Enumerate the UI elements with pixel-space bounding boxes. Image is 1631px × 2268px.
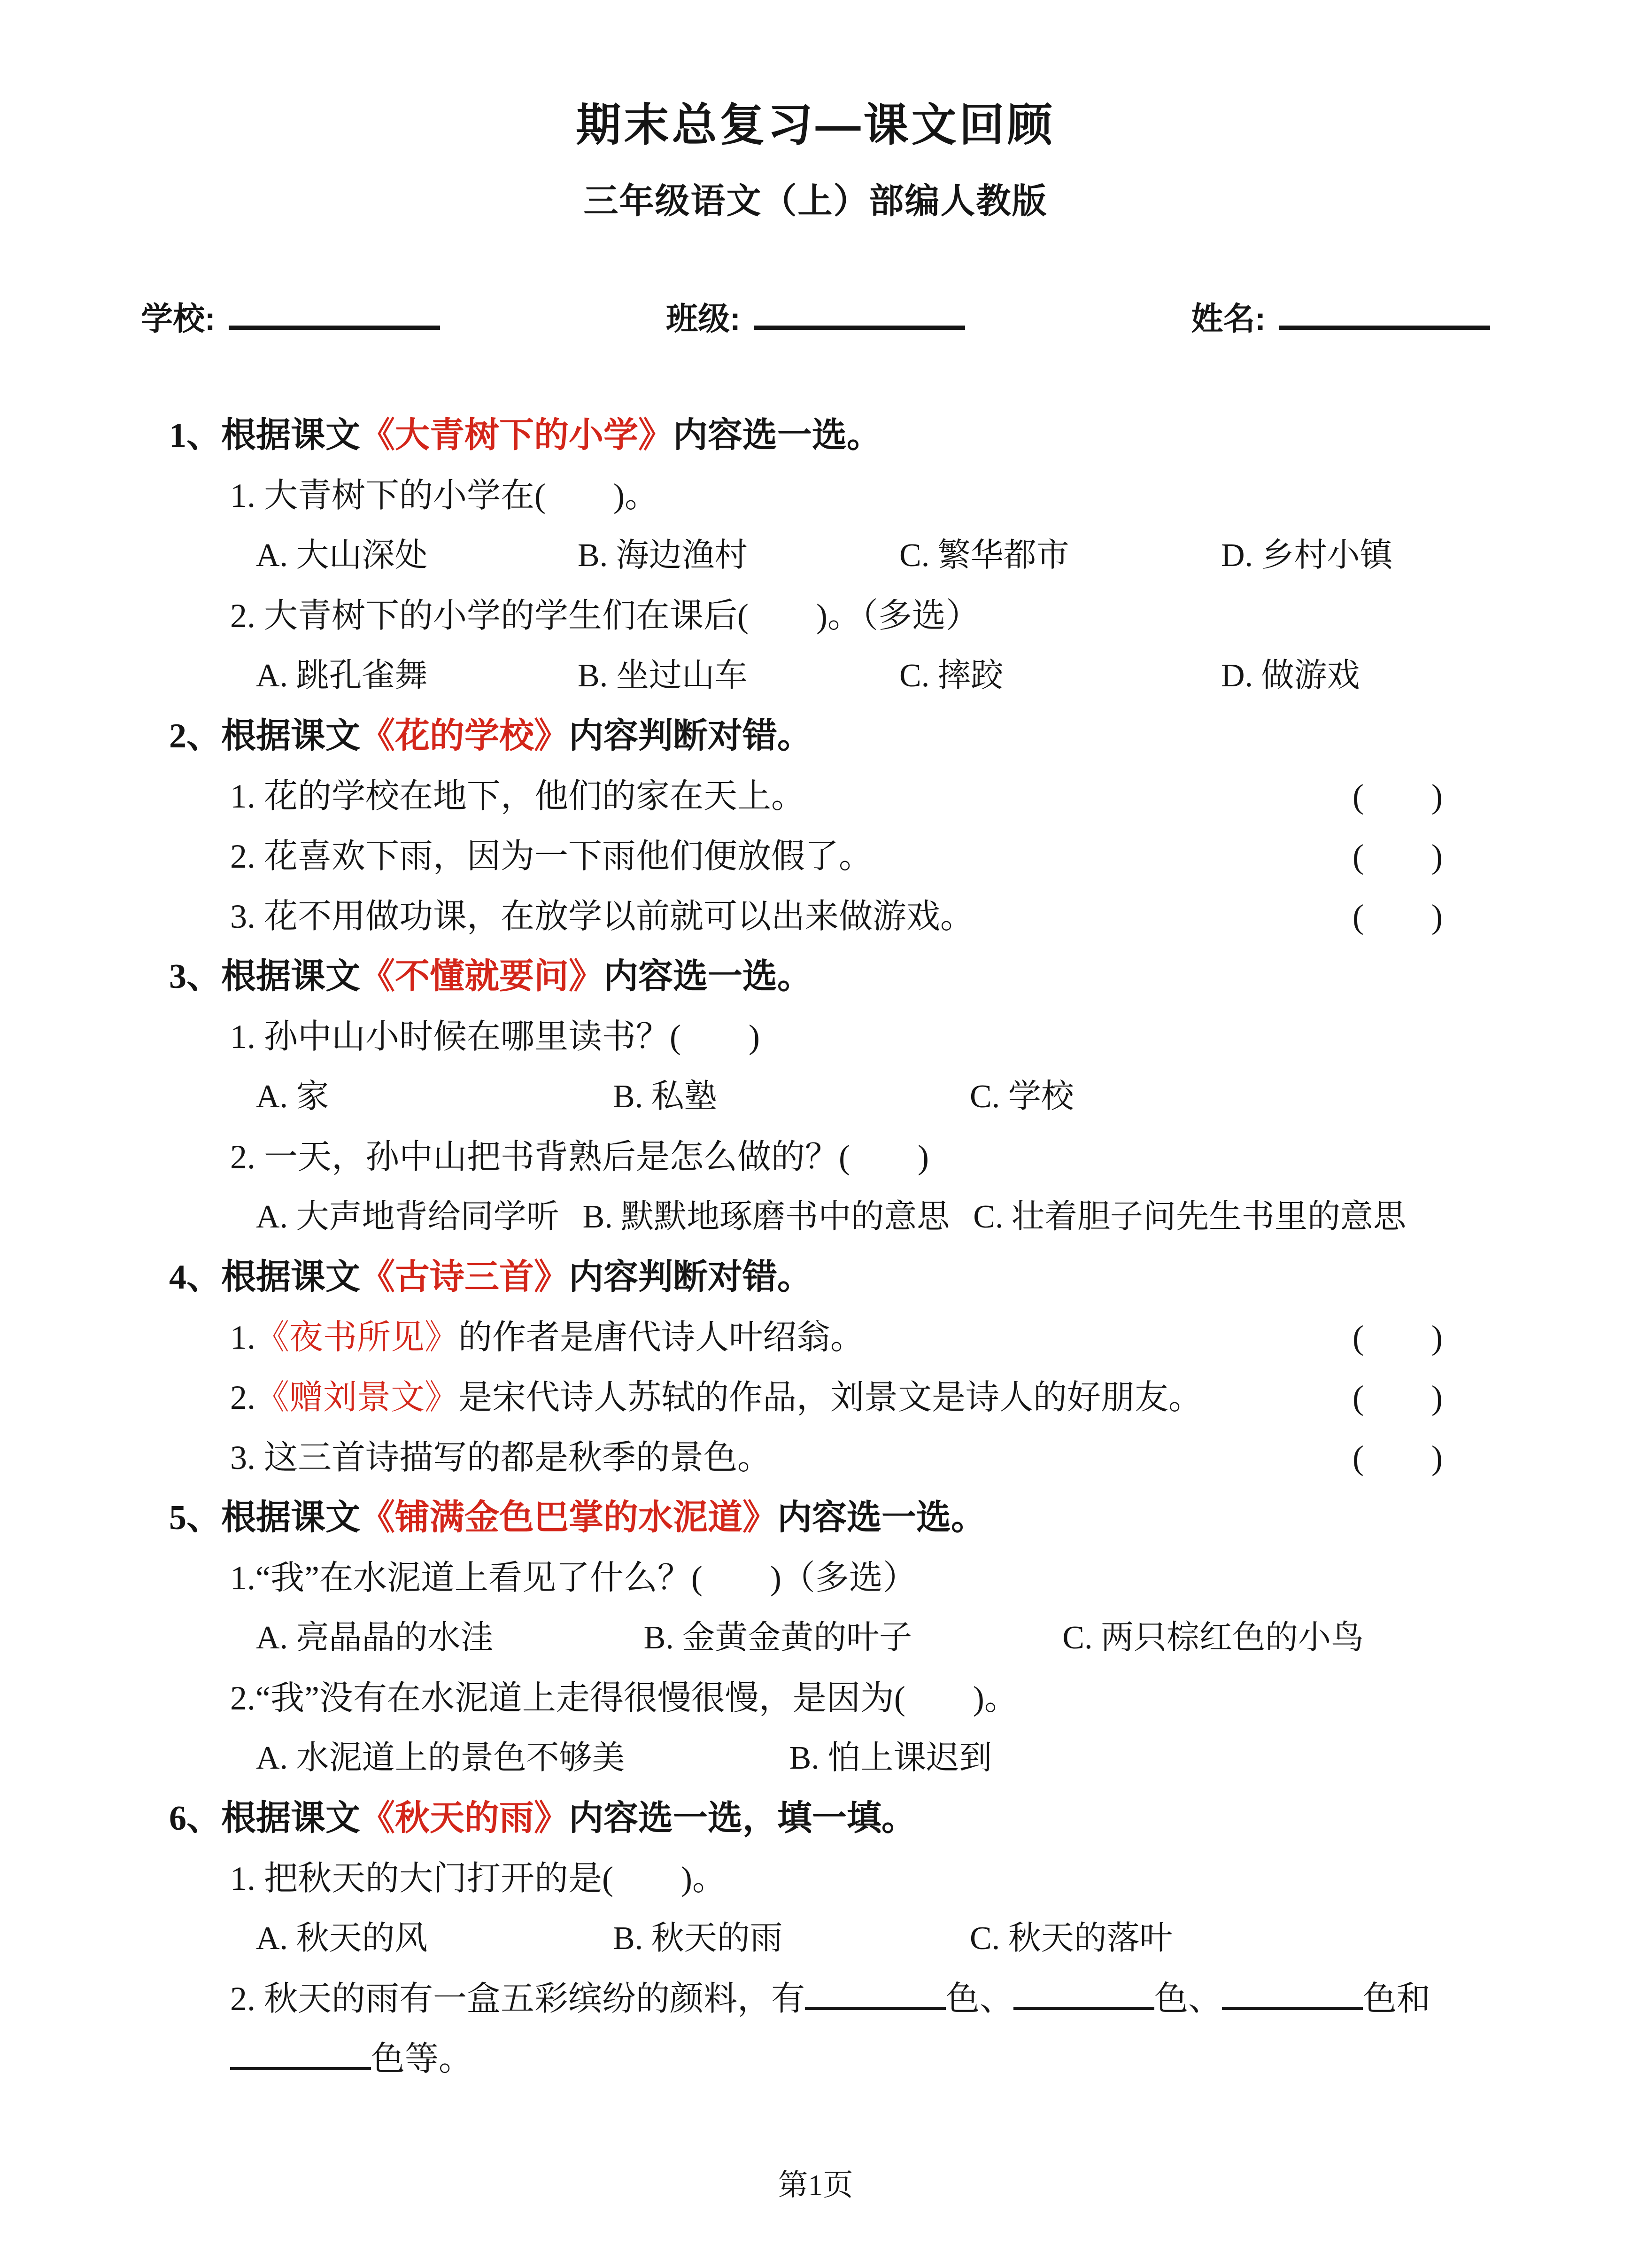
name-label: 姓名: bbox=[1191, 301, 1266, 337]
question-2-item-1 bbox=[230, 773, 1603, 820]
options-row bbox=[256, 1615, 1603, 1662]
question-text: 内容选一选。 bbox=[673, 416, 881, 455]
question-text: 2、 bbox=[169, 717, 221, 755]
question-text: 5、 bbox=[169, 1499, 221, 1537]
lesson-title-text: 《花的学校》 bbox=[360, 717, 569, 755]
question-text: 内容判断对错。 bbox=[569, 717, 812, 755]
answer-parens[interactable]: ( ) bbox=[1353, 838, 1443, 875]
option: C. 壮着胆子问先生书里的意思 bbox=[973, 1199, 1406, 1235]
option: B. 私塾 bbox=[613, 1079, 717, 1115]
question-3-item-1 bbox=[230, 1013, 1603, 1060]
class-label: 班级: bbox=[666, 301, 741, 337]
question-text: 3. 花不用做功课，在放学以前就可以出来做游戏。 bbox=[230, 898, 974, 935]
question-1-item-2 bbox=[230, 592, 1603, 639]
answer-parens[interactable]: ( ) bbox=[1353, 1319, 1443, 1356]
question-text: 的作者是唐代诗人叶绍翁。 bbox=[458, 1319, 865, 1356]
question-3-header bbox=[169, 953, 1584, 1000]
fill-blank[interactable] bbox=[1013, 1978, 1154, 2010]
options-row bbox=[256, 532, 1603, 579]
question-text: 2. 花喜欢下雨，因为一下雨他们便放假了。 bbox=[230, 838, 873, 875]
question-text: 根据课文 bbox=[221, 1258, 360, 1297]
question-text: 1. 花的学校在地下，他们的家在天上。 bbox=[230, 777, 805, 815]
option: B. 坐过山车 bbox=[578, 658, 748, 694]
question-text: 2. 秋天的雨有一盒五彩缤纷的颜料，有 bbox=[230, 1980, 805, 2018]
options-row bbox=[256, 1194, 1603, 1241]
question-5 bbox=[0, 1494, 1631, 1782]
question-text: 1、 bbox=[169, 416, 221, 455]
question-6-header bbox=[169, 1795, 1584, 1842]
question-text: 2. 大青树下的小学的学生们在课后( )。（多选） bbox=[230, 597, 980, 635]
question-text: 1.“我”在水泥道上看见了什么？( )（多选） bbox=[230, 1559, 917, 1597]
school-blank[interactable] bbox=[229, 319, 440, 330]
option: A. 秋天的风 bbox=[256, 1920, 428, 1957]
question-text: 1. 把秋天的大门打开的是( )。 bbox=[230, 1860, 726, 1897]
lesson-title-text: 《赠刘景文》 bbox=[255, 1379, 459, 1416]
fill-blank[interactable] bbox=[1222, 1978, 1363, 2010]
question-1 bbox=[0, 412, 1631, 699]
option: B. 怕上课迟到 bbox=[789, 1740, 992, 1776]
option: B. 海边渔村 bbox=[578, 537, 748, 574]
question-text: 内容判断对错。 bbox=[569, 1258, 812, 1297]
lesson-title-text: 《铺满金色巴掌的水泥道》 bbox=[360, 1499, 777, 1537]
question-4 bbox=[0, 1254, 1631, 1481]
question-2 bbox=[0, 713, 1631, 940]
question-text: 根据课文 bbox=[221, 717, 360, 755]
options-row bbox=[256, 652, 1603, 699]
option: D. 乡村小镇 bbox=[1221, 537, 1393, 574]
question-text: 6、 bbox=[169, 1799, 221, 1838]
lesson-title-text: 《古诗三首》 bbox=[360, 1258, 569, 1297]
question-4-item-3 bbox=[230, 1434, 1603, 1481]
option: C. 两只棕红色的小鸟 bbox=[1062, 1620, 1364, 1656]
question-1-item-1 bbox=[230, 472, 1603, 519]
fill-blank[interactable] bbox=[805, 1978, 946, 2010]
question-4-item-1 bbox=[230, 1314, 1603, 1361]
question-text: 是宋代诗人苏轼的作品，刘景文是诗人的好朋友。 bbox=[458, 1379, 1203, 1416]
class-field bbox=[666, 294, 965, 339]
class-blank[interactable] bbox=[754, 319, 965, 330]
option: C. 繁华都市 bbox=[899, 537, 1069, 574]
name-field bbox=[1191, 294, 1490, 339]
question-4-item-2 bbox=[230, 1374, 1603, 1421]
question-text: 2.“我”没有在水泥道上走得很慢很慢，是因为( )。 bbox=[230, 1679, 1018, 1717]
school-field bbox=[141, 294, 440, 339]
question-3 bbox=[0, 953, 1631, 1241]
question-text: 色、 bbox=[946, 1980, 1014, 2018]
question-text: 4、 bbox=[169, 1258, 221, 1297]
answer-parens[interactable]: ( ) bbox=[1353, 898, 1443, 935]
question-1-header bbox=[169, 412, 1584, 459]
question-5-header bbox=[169, 1494, 1584, 1541]
question-text: 根据课文 bbox=[221, 1499, 360, 1537]
question-text: 内容选一选。 bbox=[777, 1499, 986, 1537]
answer-parens[interactable]: ( ) bbox=[1353, 1439, 1443, 1476]
lesson-title-text: 《夜书所见》 bbox=[255, 1319, 459, 1356]
question-6 bbox=[0, 1795, 1631, 2082]
name-blank[interactable] bbox=[1279, 319, 1490, 330]
student-info-row bbox=[141, 294, 1490, 339]
question-6-item-1 bbox=[230, 1855, 1603, 1902]
question-text: 2. 一天，孙中山把书背熟后是怎么做的？( ) bbox=[230, 1138, 929, 1176]
question-text: 根据课文 bbox=[221, 1799, 360, 1838]
page-subtitle: 三年级语文（上）部编人教版 bbox=[583, 181, 1048, 220]
option: C. 摔跤 bbox=[899, 658, 1004, 694]
options-row bbox=[256, 1073, 1603, 1120]
question-text: 内容选一选，填一填。 bbox=[569, 1799, 916, 1838]
option: B. 秋天的雨 bbox=[613, 1920, 783, 1957]
question-5-item-2 bbox=[230, 1675, 1603, 1722]
school-label: 学校: bbox=[141, 301, 216, 337]
question-text: 色和 bbox=[1363, 1980, 1431, 2018]
question-text: 1. 孙中山小时候在哪里读书？( ) bbox=[230, 1018, 760, 1056]
option: D. 做游戏 bbox=[1221, 658, 1360, 694]
option: A. 水泥道上的景色不够美 bbox=[256, 1740, 625, 1776]
option: B. 金黄金黄的叶子 bbox=[643, 1620, 912, 1656]
page-title: 期末总复习—课文回顾 bbox=[576, 100, 1055, 150]
question-text: 1. 大青树下的小学在( )。 bbox=[230, 477, 658, 514]
question-text: 内容选一选。 bbox=[603, 957, 812, 996]
question-2-item-3 bbox=[230, 893, 1603, 940]
question-text: 1. bbox=[230, 1319, 255, 1356]
lesson-title-text: 《大青树下的小学》 bbox=[360, 416, 673, 455]
question-4-header bbox=[169, 1254, 1584, 1301]
lesson-title-text: 《不懂就要问》 bbox=[360, 957, 603, 996]
option: A. 家 bbox=[256, 1079, 329, 1115]
question-3-item-2 bbox=[230, 1134, 1603, 1181]
fill-blank[interactable] bbox=[230, 2038, 371, 2070]
option: A. 跳孔雀舞 bbox=[256, 658, 428, 694]
options-row bbox=[256, 1735, 1603, 1782]
question-2-item-2 bbox=[230, 833, 1603, 880]
answer-parens[interactable]: ( ) bbox=[1353, 1379, 1443, 1416]
page-number: 第1页 bbox=[778, 2168, 853, 2202]
option: A. 大声地背给同学听 bbox=[256, 1199, 559, 1235]
option: A. 亮晶晶的水洼 bbox=[256, 1620, 494, 1656]
question-text: 3、 bbox=[169, 957, 221, 996]
lesson-title-text: 《秋天的雨》 bbox=[360, 1799, 569, 1838]
option: C. 秋天的落叶 bbox=[970, 1920, 1173, 1957]
question-6-item-2 bbox=[230, 1975, 1603, 2022]
question-text: 2. bbox=[230, 1379, 255, 1416]
answer-parens[interactable]: ( ) bbox=[1353, 777, 1443, 815]
question-text: 根据课文 bbox=[221, 957, 360, 996]
question-text: 色、 bbox=[1154, 1980, 1222, 2018]
option: B. 默默地琢磨书中的意思 bbox=[582, 1199, 950, 1235]
options-row bbox=[256, 1915, 1603, 1962]
question-text: 根据课文 bbox=[221, 416, 360, 455]
question-5-item-1 bbox=[230, 1554, 1603, 1601]
question-text: 色等。 bbox=[371, 2040, 473, 2078]
question-6-item-3 bbox=[230, 2035, 1603, 2082]
question-2-header bbox=[169, 713, 1584, 760]
questions-list bbox=[0, 412, 1631, 2082]
option: A. 大山深处 bbox=[256, 537, 428, 574]
option: C. 学校 bbox=[970, 1079, 1074, 1115]
question-text: 3. 这三首诗描写的都是秋季的景色。 bbox=[230, 1439, 772, 1476]
